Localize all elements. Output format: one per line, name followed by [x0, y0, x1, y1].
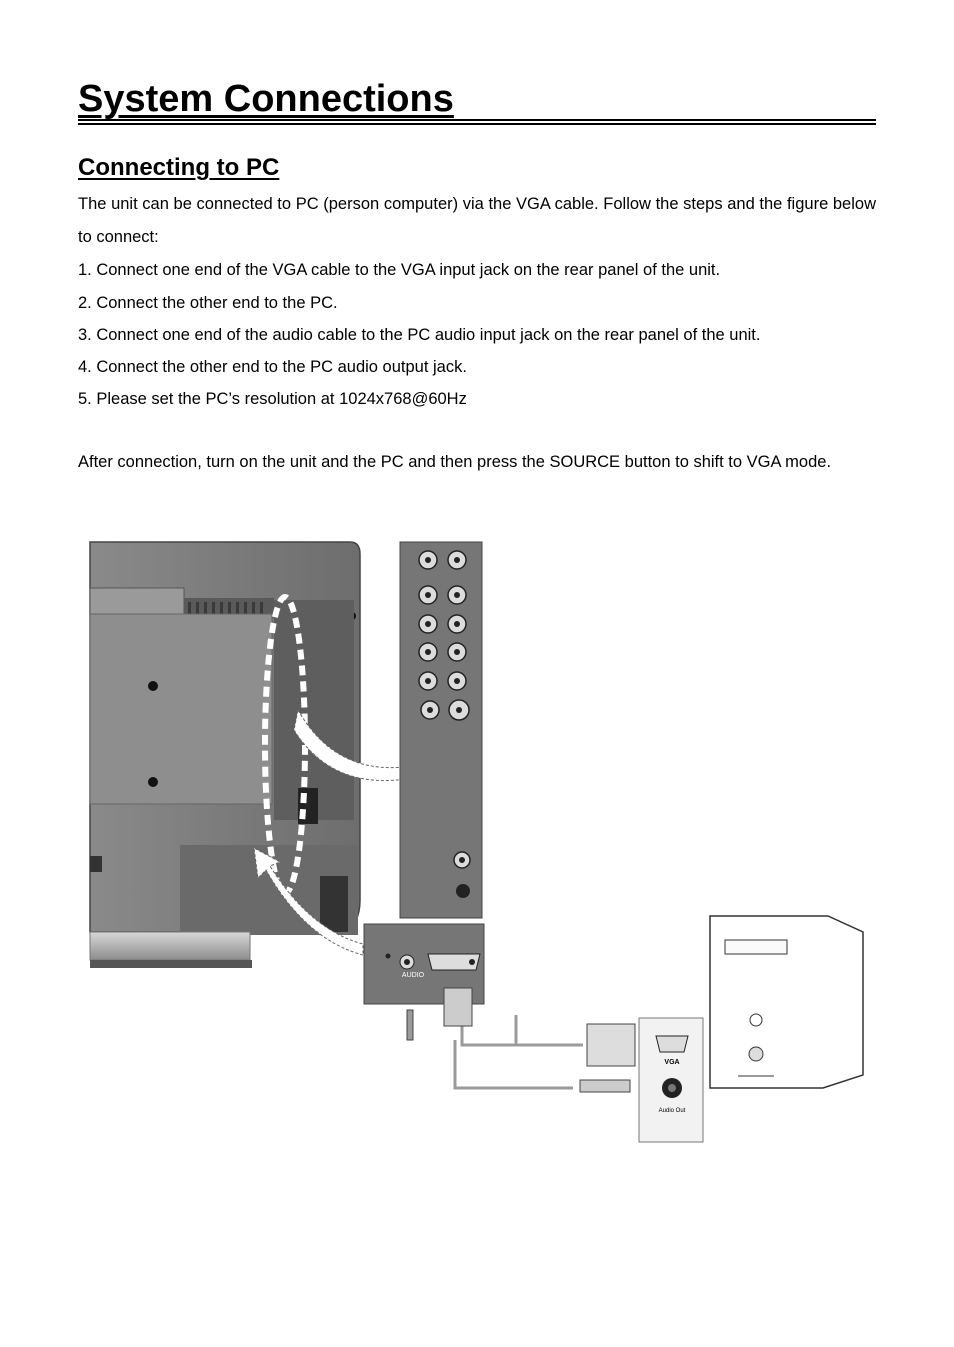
pc-vga-label: VGA — [664, 1059, 680, 1066]
pc-port-panel — [639, 1018, 703, 1142]
tv-audio-label: AUDIO — [401, 972, 425, 979]
section-title: Connecting to PC — [78, 154, 280, 181]
connection-diagram — [88, 540, 878, 1150]
step-item: 5. Please set the PC’s resolution at 1024x768@60Hz — [78, 390, 467, 408]
step-item: 4. Connect the other end to the PC audio output jack. — [78, 358, 467, 376]
side-connector-panel — [400, 542, 482, 918]
vga-plug — [444, 988, 472, 1026]
step-item: 2. Connect the other end to the PC. — [78, 294, 338, 312]
audio-plug-pc — [580, 1080, 630, 1092]
pc-audio-out-label: Audio Out — [658, 1108, 686, 1114]
title-rule-bottom — [78, 123, 876, 125]
cables — [455, 1015, 583, 1088]
vga-plug-pc — [587, 1024, 635, 1066]
pc-tower — [710, 916, 863, 1088]
audio-plug — [407, 1010, 413, 1040]
page-title: System Connections — [78, 78, 454, 120]
step-item: 3. Connect one end of the audio cable to the PC audio input jack on the rear panel of the unit. — [78, 326, 761, 344]
title-rule-top — [78, 119, 876, 121]
step-item: 1. Connect one end of the VGA cable to the VGA input jack on the rear panel of the unit. — [78, 261, 721, 279]
closing-paragraph: After connection, turn on the unit and the PC and then press the SOURCE button to shift to VGA mode. — [78, 453, 832, 471]
intro-paragraph: The unit can be connected to PC (person computer) via the VGA cable. Follow the steps and the figure below to connect: — [78, 195, 876, 246]
